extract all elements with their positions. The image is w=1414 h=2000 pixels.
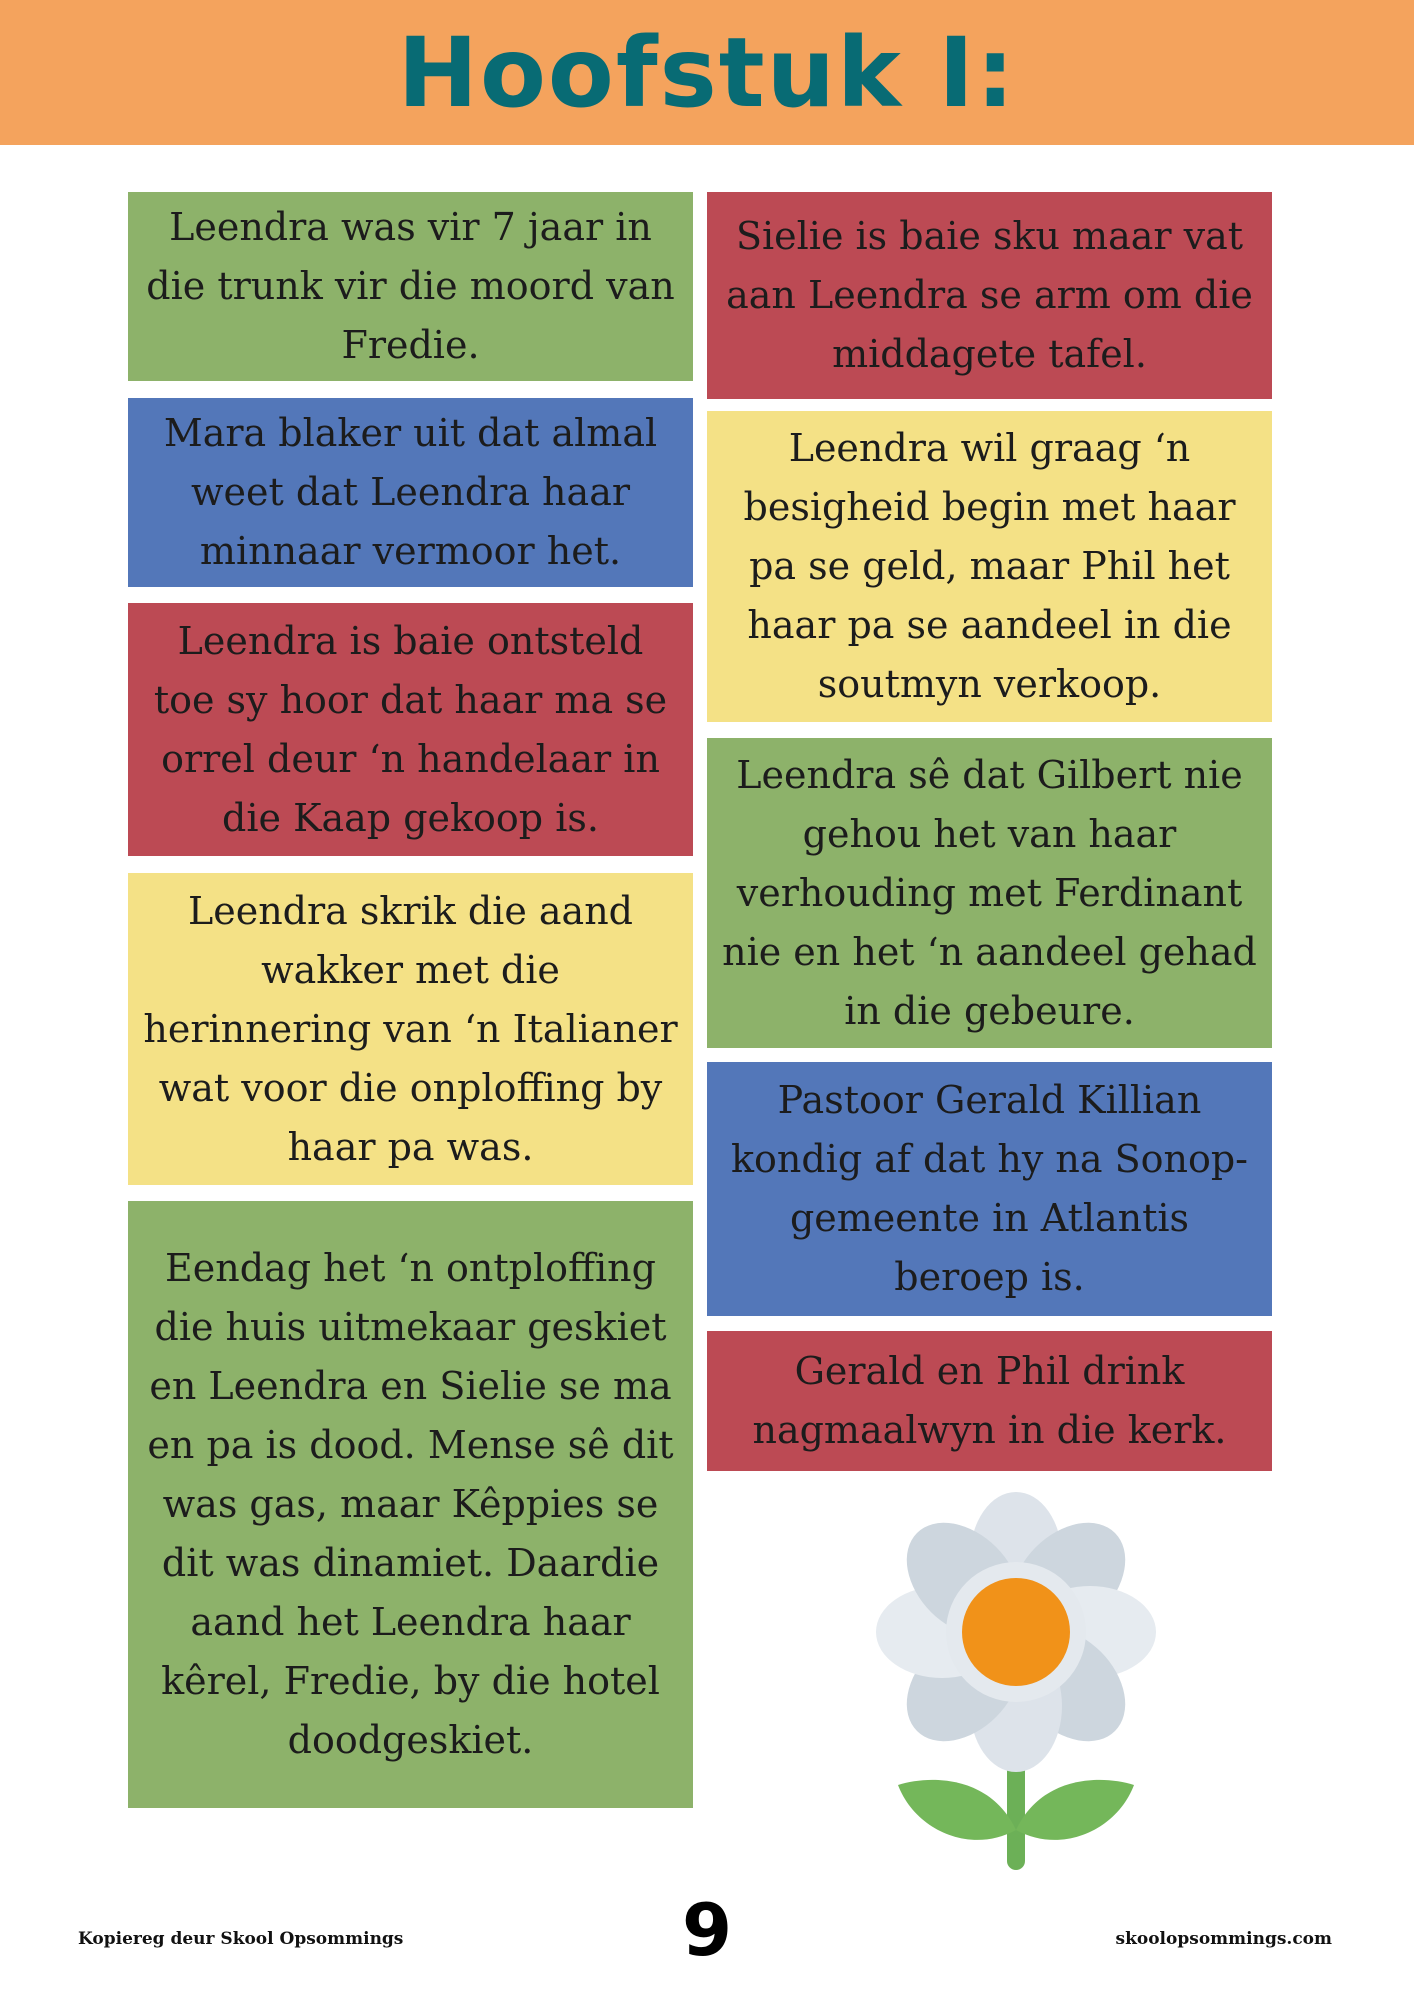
summary-card-text: Leendra skrik die aand wakker met die herinnering van ‘n Italianer wat voor die onploffing by haar pa was. — [143, 888, 678, 1169]
website-text: skoolopsommings.com — [1115, 1929, 1332, 1949]
flower-stem — [1007, 1755, 1025, 1870]
summary-card — [128, 873, 693, 1185]
summary-card — [707, 738, 1272, 1048]
summary-card-text: Pastoor Gerald Killian kondig af dat hy na Sonop-gemeente in Atlantis beroep is. — [730, 1078, 1249, 1299]
summary-card-text: Leendra sê dat Gilbert nie gehou het van haar verhouding met Ferdinant nie en het ‘n aandeel gehad in die gebeure. — [722, 752, 1257, 1033]
summary-card — [707, 192, 1272, 399]
summary-card-text: Mara blaker uit dat almal weet dat Leendra haar minnaar vermoor het. — [163, 411, 658, 573]
flower-leaf-left — [898, 1780, 1016, 1840]
summary-card — [128, 192, 693, 381]
flower-leaf-right — [1016, 1780, 1134, 1840]
summary-card — [128, 398, 693, 587]
page-number: 9 — [681, 1888, 733, 1972]
summary-card — [128, 1201, 693, 1808]
summary-card — [128, 603, 693, 856]
copyright-text: Kopiereg deur Skool Opsommings — [78, 1929, 404, 1949]
summary-card-text: Leendra was vir 7 jaar in die trunk vir die moord van Fredie. — [146, 205, 675, 367]
summary-card-text: Leendra wil graag ‘n besigheid begin met haar pa se geld, maar Phil het haar pa se aandeel in die soutmyn verkoop. — [743, 426, 1236, 706]
summary-card-text: Leendra is baie ontsteld toe sy hoor dat haar ma se orrel deur ‘n handelaar in die Kaap gekoop is. — [153, 618, 668, 840]
summary-card-text: Eendag het ‘n ontploffing die huis uitmekaar geskiet en Leendra en Sielie se ma en pa is dood. Mense sê dit was gas, maar Kêppies se dit was dinamiet. Daardie aand het Leendra haar kêrel, Fredie, by die hotel doodgeskiet. — [147, 1246, 674, 1762]
flower-icon — [870, 1485, 1160, 1880]
summary-card-text: Sielie is baie sku maar vat aan Leendra se arm om die middagete tafel. — [726, 214, 1253, 376]
summary-card — [707, 1331, 1272, 1471]
summary-card-text: Gerald en Phil drink nagmaalwyn in die kerk. — [752, 1349, 1227, 1452]
page-title: Hoofstuk I: — [397, 16, 1017, 129]
summary-card — [707, 411, 1272, 722]
flower-center — [962, 1578, 1070, 1686]
summary-card — [707, 1062, 1272, 1316]
